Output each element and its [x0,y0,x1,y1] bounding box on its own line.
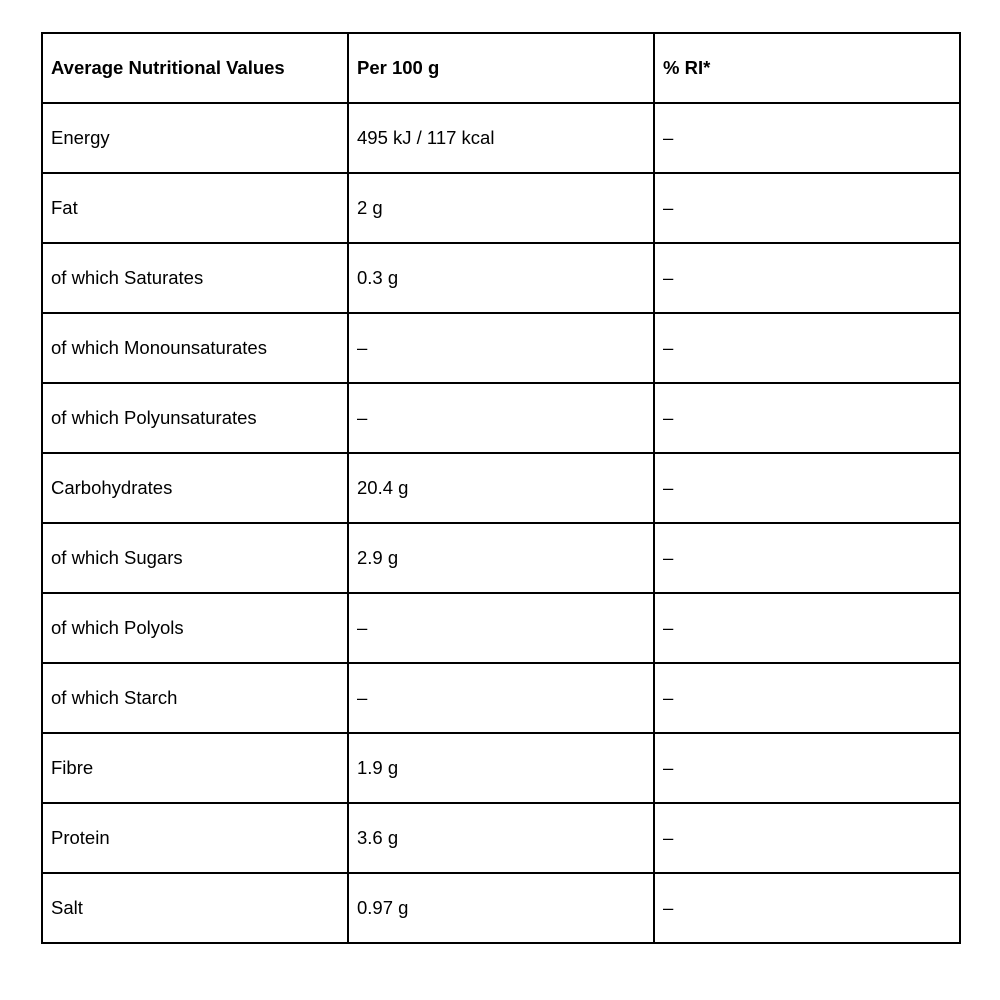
per-100g-value: – [348,313,654,383]
nutrient-name: Protein [42,803,348,873]
nutrition-table [41,32,961,944]
nutrient-name: of which Polyols [42,593,348,663]
nutrient-name: of which Starch [42,663,348,733]
nutrient-name: of which Saturates [42,243,348,313]
ri-value: – [654,383,960,453]
ri-value: – [654,873,960,943]
table-row [42,103,960,173]
table-row [42,313,960,383]
table-row [42,733,960,803]
per-100g-value: 2.9 g [348,523,654,593]
nutrient-name: Carbohydrates [42,453,348,523]
table-row [42,383,960,453]
table-row [42,873,960,943]
ri-value: – [654,803,960,873]
header-ri: % RI* [654,33,960,103]
nutrient-name: of which Sugars [42,523,348,593]
table-row [42,663,960,733]
ri-value: – [654,663,960,733]
per-100g-value: 3.6 g [348,803,654,873]
per-100g-value: – [348,383,654,453]
ri-value: – [654,173,960,243]
table-row [42,593,960,663]
per-100g-value: 0.3 g [348,243,654,313]
header-nutrient: Average Nutritional Values [42,33,348,103]
per-100g-value: 20.4 g [348,453,654,523]
header-row [42,33,960,103]
per-100g-value: – [348,593,654,663]
table-row [42,453,960,523]
nutrient-name: Energy [42,103,348,173]
table-row [42,803,960,873]
ri-value: – [654,243,960,313]
nutrient-name: Fat [42,173,348,243]
ri-value: – [654,593,960,663]
header-per-100g: Per 100 g [348,33,654,103]
per-100g-value: 0.97 g [348,873,654,943]
per-100g-value: 2 g [348,173,654,243]
ri-value: – [654,103,960,173]
per-100g-value: – [348,663,654,733]
table-row [42,243,960,313]
nutrient-name: Fibre [42,733,348,803]
ri-value: – [654,523,960,593]
table-row [42,173,960,243]
ri-value: – [654,733,960,803]
nutrient-name: of which Monounsaturates [42,313,348,383]
ri-value: – [654,453,960,523]
per-100g-value: 495 kJ / 117 kcal [348,103,654,173]
table-row [42,523,960,593]
ri-value: – [654,313,960,383]
nutrient-name: of which Polyunsaturates [42,383,348,453]
nutrient-name: Salt [42,873,348,943]
per-100g-value: 1.9 g [348,733,654,803]
